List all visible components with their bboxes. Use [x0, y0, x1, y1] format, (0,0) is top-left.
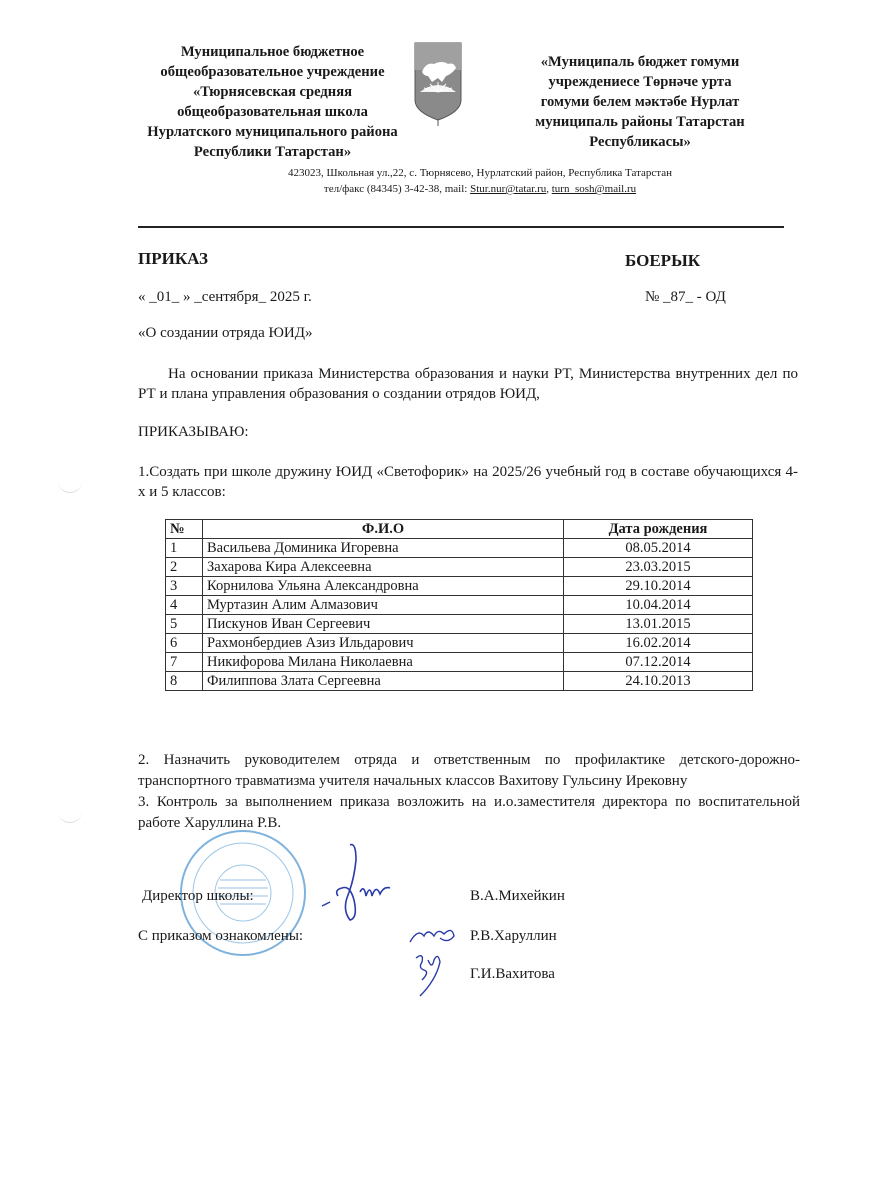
cell-name: Корнилова Ульяна Александровна	[203, 577, 564, 596]
table-header-row	[166, 520, 753, 539]
email-link[interactable]: Stur.nur@tatar.ru	[470, 183, 547, 195]
preamble: На основании приказа Министерства образования и науки РТ, Министерства внутренних дел по РТ и плана управления образования о создании отрядов ЮИД,	[138, 366, 798, 402]
students-table	[165, 519, 753, 691]
table-row	[166, 596, 753, 615]
cell-number: 1	[166, 539, 203, 558]
header-birthdate: Дата рождения	[564, 520, 753, 539]
table-row	[166, 653, 753, 672]
table-row	[166, 672, 753, 691]
order-items-2-3	[138, 750, 800, 834]
cell-birthdate: 24.10.2013	[564, 672, 753, 691]
cell-name: Пискунов Иван Сергеевич	[203, 615, 564, 634]
org-line: «Тюрнясевская средняя	[192, 84, 353, 100]
cell-birthdate: 07.12.2014	[564, 653, 753, 672]
cell-birthdate: 13.01.2015	[564, 615, 753, 634]
cell-name: Захарова Кира Алексеевна	[203, 558, 564, 577]
cell-name: Васильева Доминика Игоревна	[203, 539, 564, 558]
org-line: общеобразовательное учреждение	[160, 64, 385, 80]
order-item-1: 1.Создать при школе дружину ЮИД «Светофорик» на 2025/26 учебный год в составе обучающихся 4-х и 5 классов:	[138, 464, 798, 500]
punch-hole	[58, 478, 82, 493]
header-name: Ф.И.О	[203, 520, 564, 539]
cell-name: Муртазин Алим Алмазович	[203, 596, 564, 615]
table-row	[166, 577, 753, 596]
cell-name: Рахмонбердиев Азиз Ильдарович	[203, 634, 564, 653]
cell-name: Филиппова Злата Сергеевна	[203, 672, 564, 691]
order-item-3: 3. Контроль за выполнением приказа возложить на и.о.заместителя директора по воспитательной работе Харуллина Р.В.	[138, 794, 800, 831]
header-divider	[138, 226, 784, 228]
org-name-tatar	[520, 52, 760, 152]
punch-hole	[58, 808, 82, 823]
org-line: общеобразовательная школа	[177, 104, 368, 120]
cell-birthdate: 08.05.2014	[564, 539, 753, 558]
cell-birthdate: 10.04.2014	[564, 596, 753, 615]
org-name-russian	[130, 42, 415, 162]
director-name: В.А.Михейкин	[470, 888, 565, 904]
cell-birthdate: 29.10.2014	[564, 577, 753, 596]
contact-line	[200, 181, 760, 197]
cell-birthdate: 23.03.2015	[564, 558, 753, 577]
acquainted-label: С приказом ознакомлены:	[138, 928, 304, 944]
separator: ,	[546, 183, 552, 195]
cell-number: 3	[166, 577, 203, 596]
cell-number: 5	[166, 615, 203, 634]
org-line: муниципаль районы Татарстан	[535, 114, 745, 130]
cell-number: 4	[166, 596, 203, 615]
header-number: №	[166, 520, 203, 539]
org-line: Республики Татарстан»	[193, 144, 352, 160]
cell-name: Никифорова Милана Николаевна	[203, 653, 564, 672]
cell-number: 2	[166, 558, 203, 577]
contact-phone: тел/факс (84345) 3-42-38, mail:	[323, 183, 471, 195]
cell-birthdate: 16.02.2014	[564, 634, 753, 653]
org-line: Нурлатского муниципального района	[147, 124, 398, 140]
order-number: № _87_ - ОД	[645, 289, 726, 305]
email-link[interactable]: turn_sosh@mail.ru	[551, 183, 637, 195]
order-subject: «О создании отряда ЮИД»	[138, 325, 313, 341]
table-row	[166, 634, 753, 653]
org-line: «Муниципаль бюджет гомуми	[540, 54, 740, 70]
order-title-tatar: БОЕРЫК	[625, 251, 701, 270]
coat-of-arms-icon	[412, 40, 464, 126]
vakhitova-signature-icon	[410, 950, 450, 998]
org-line: учреждениесе Төрнәче урта	[548, 74, 732, 90]
table-row	[166, 539, 753, 558]
table-row	[166, 615, 753, 634]
cell-number: 6	[166, 634, 203, 653]
order-title-russian: ПРИКАЗ	[138, 249, 208, 268]
address-line: 423023, Школьная ул.,22, с. Тюрнясево, Нурлатский район, Республика Татарстан	[287, 167, 673, 179]
order-command: ПРИКАЗЫВАЮ:	[138, 424, 249, 440]
org-line: Республикасы»	[589, 134, 691, 150]
acquainted-name: Р.В.Харуллин	[470, 928, 557, 944]
director-signature-icon	[320, 840, 400, 930]
order-item-2: 2. Назначить руководителем отряда и ответственным по профилактике детского-дорожно-транспортного травматизма учителя начальных классов Вахитову Гульсину Ирековну	[138, 752, 800, 789]
order-date: « _01_ » _сентября_ 2025 г.	[138, 289, 312, 305]
table-row	[166, 558, 753, 577]
org-line: гомуми белем мәктәбе Нурлат	[540, 94, 740, 110]
address-block	[200, 165, 760, 197]
director-label: Директор школы:	[142, 888, 254, 904]
cell-number: 7	[166, 653, 203, 672]
kharullin-signature-icon	[408, 922, 458, 948]
acquainted-name: Г.И.Вахитова	[470, 966, 555, 982]
cell-number: 8	[166, 672, 203, 691]
org-line: Муниципальное бюджетное	[180, 44, 365, 60]
